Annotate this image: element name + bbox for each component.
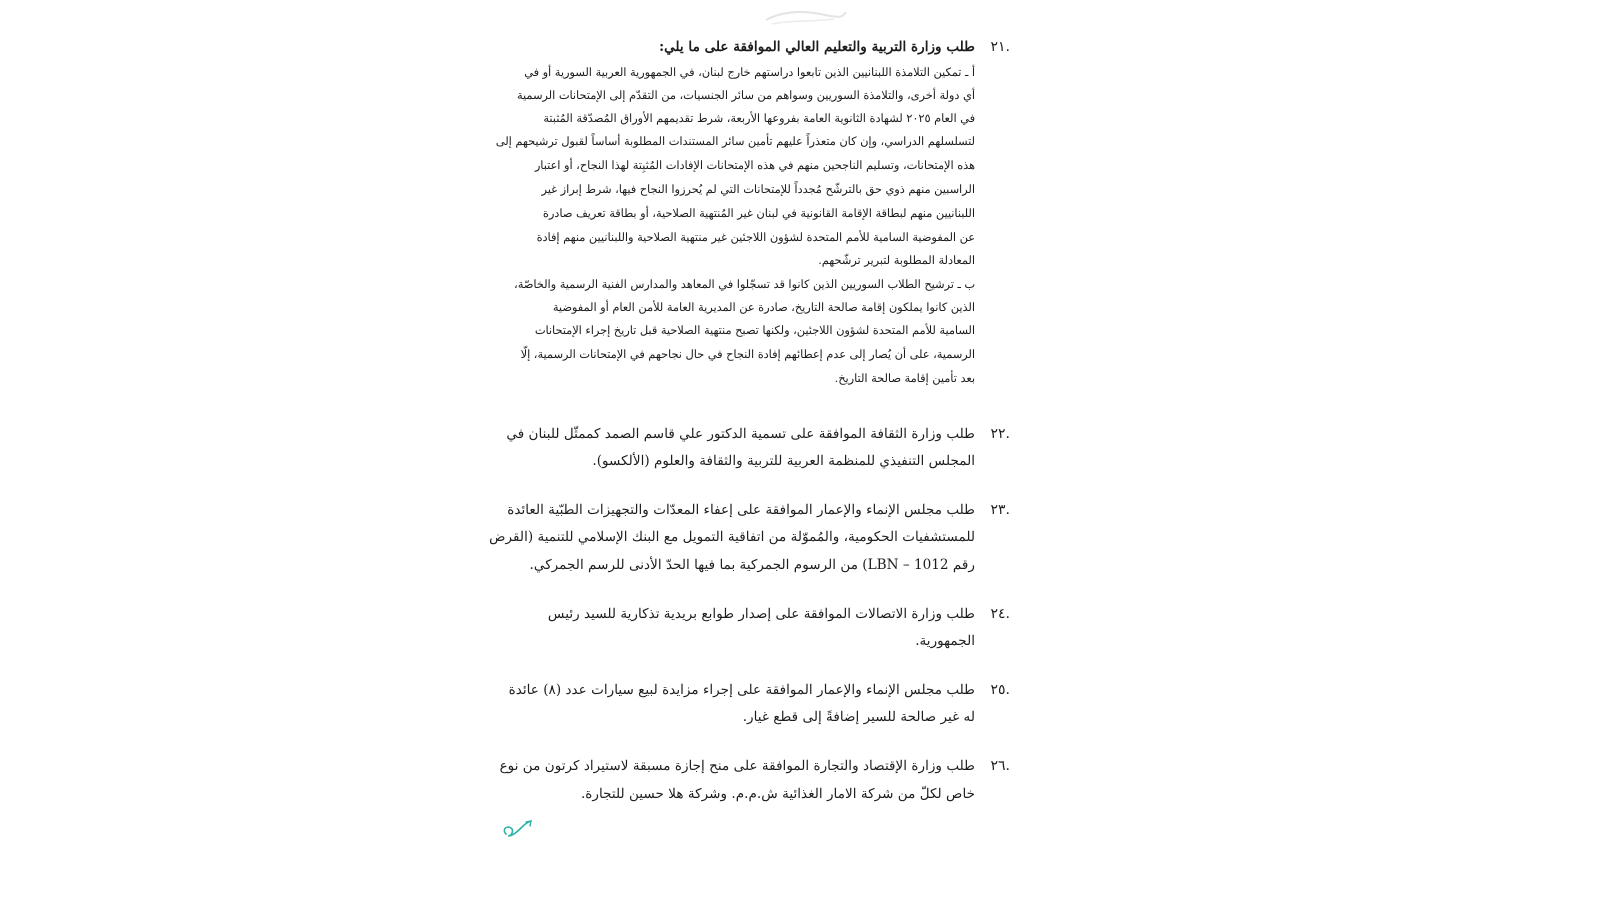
item-22-line-2: المجلس التنفيذي للمنظمة العربية للتربية والثقافة والعلوم (الألكسو). [592, 453, 975, 469]
item-21a-line-5: هذه الإمتحانات، وتسليم الناجحين منهم في هذه الإمتحانات الإفادات المُثبِتة لهذا النجاح، أو اعتبار [534, 159, 975, 172]
item-21a-line-2: أي دولة أخرى، والتلامذة السوريين وسواهم من سائر الجنسيات، من التقدّم إلى الإمتحانات الرسمية [516, 89, 975, 102]
item-22-line-1: طلب وزارة الثقافة الموافقة على تسمية الدكتور علي قاسم الصمد كممثّل للبنان في [506, 426, 975, 442]
item-number-25: ٢٥. [990, 682, 1010, 698]
item-number-22: ٢٢. [990, 426, 1010, 442]
item-26-line-2: خاص لكلّ من شركة الامار الغذائية ش.م.م. وشركة هلا حسين للتجارة. [580, 786, 975, 802]
item-21b-line-4: الرسمية، على أن يُصار إلى عدم إعطائهم إفادة النجاح في حال نجاحهم في الإمتحانات الرسمية، إلّا [520, 348, 975, 361]
item-21b-line-2: الذين كانوا يملكون إقامة صالحة التاريخ، صادرة عن المديرية العامة للأمن العام أو المفوضية [552, 301, 975, 314]
item-21b-line-3: السامية للأمم المتحدة لشؤون اللاجئين، ولكنها تصبح منتهية الصلاحية قبل تاريخ إجراء الإمتحانات [534, 324, 975, 337]
item-number-26: ٢٦. [990, 758, 1010, 774]
faint-header-mark [760, 6, 850, 28]
item-23-line-2: للمستشفيات الحكومية، والمُموّلة من اتفاقية التمويل مع البنك الإسلامي للتنمية (القرض [489, 529, 975, 545]
item-21a-line-9: المعادلة المطلوبة لتبرير ترشّحهم. [818, 254, 975, 267]
item-21-heading: طلب وزارة التربية والتعليم العالي الموافقة على ما يلي: [659, 39, 975, 55]
initial-signature [500, 818, 534, 842]
item-21a-line-3: في العام ٢٠٢٥ لشهادة الثانوية العامة بفروعها الأربعة، شرط تقديمهم الأوراق المُصدّقة المُثبتة [543, 112, 975, 125]
item-21a-line-7: اللبنانيين منهم لبطاقة الإقامة القانونية في لبنان غير المُنتهية الصلاحية، أو بطاقة تعريف صادرة [542, 207, 975, 220]
item-21a-line-8: عن المفوضية السامية للأمم المتحدة لشؤون اللاجئين غير منتهية الصلاحية واللبنانيين منهم إفادة [536, 231, 975, 244]
item-25-line-1: طلب مجلس الإنماء والإعمار الموافقة على إجراء مزايدة لبيع سيارات عدد (٨) عائدة [508, 682, 975, 698]
item-21b-line-5: بعد تأمين إقامة صالحة التاريخ. [834, 372, 975, 385]
item-21a-line-4: لتسلسلهم الدراسي، وإن كان متعذراً عليهم تأمين سائر المستندات المطلوبة أساساً لقبول ترشيحهم إلى [495, 135, 975, 148]
item-number-21: ٢١. [990, 39, 1010, 55]
item-23-line-1: طلب مجلس الإنماء والإعمار الموافقة على إعفاء المعدّات والتجهيزات الطبّية العائدة [507, 502, 975, 518]
item-24-line-2: الجمهورية. [915, 633, 975, 649]
item-23-line-3: رقم LBN – 1012) من الرسوم الجمركية بما فيها الحدّ الأدنى للرسم الجمركي. [529, 557, 975, 573]
item-25-line-2: له غير صالحة للسير إضافةً إلى قطع غيار. [742, 709, 975, 725]
item-21a-line-6: الراسبين منهم ذوي حق بالترشّح مُجدداً للإمتحانات التي لم يُحرزوا النجاح فيها، شرط إبراز غير [541, 183, 975, 196]
item-21b-line-1: ب ـ ترشيح الطلاب السوريين الذين كانوا قد تسجّلوا في المعاهد والمدارس الفنية الرسمية والخاصّة، [514, 278, 975, 291]
item-24-line-1: طلب وزارة الاتصالات الموافقة على إصدار طوابع بريدية تذكارية للسيد رئيس [547, 606, 975, 622]
item-number-24: ٢٤. [990, 606, 1010, 622]
item-21a-line-1: أ ـ تمكين التلامذة اللبنانيين الذين تابعوا دراستهم خارج لبنان، في الجمهورية العربية السورية أو في [524, 66, 975, 79]
item-number-23: ٢٣. [990, 502, 1010, 518]
item-26-line-1: طلب وزارة الإقتصاد والتجارة الموافقة على منح إجازة مسبقة لاستيراد كرتون من نوع [499, 758, 975, 774]
